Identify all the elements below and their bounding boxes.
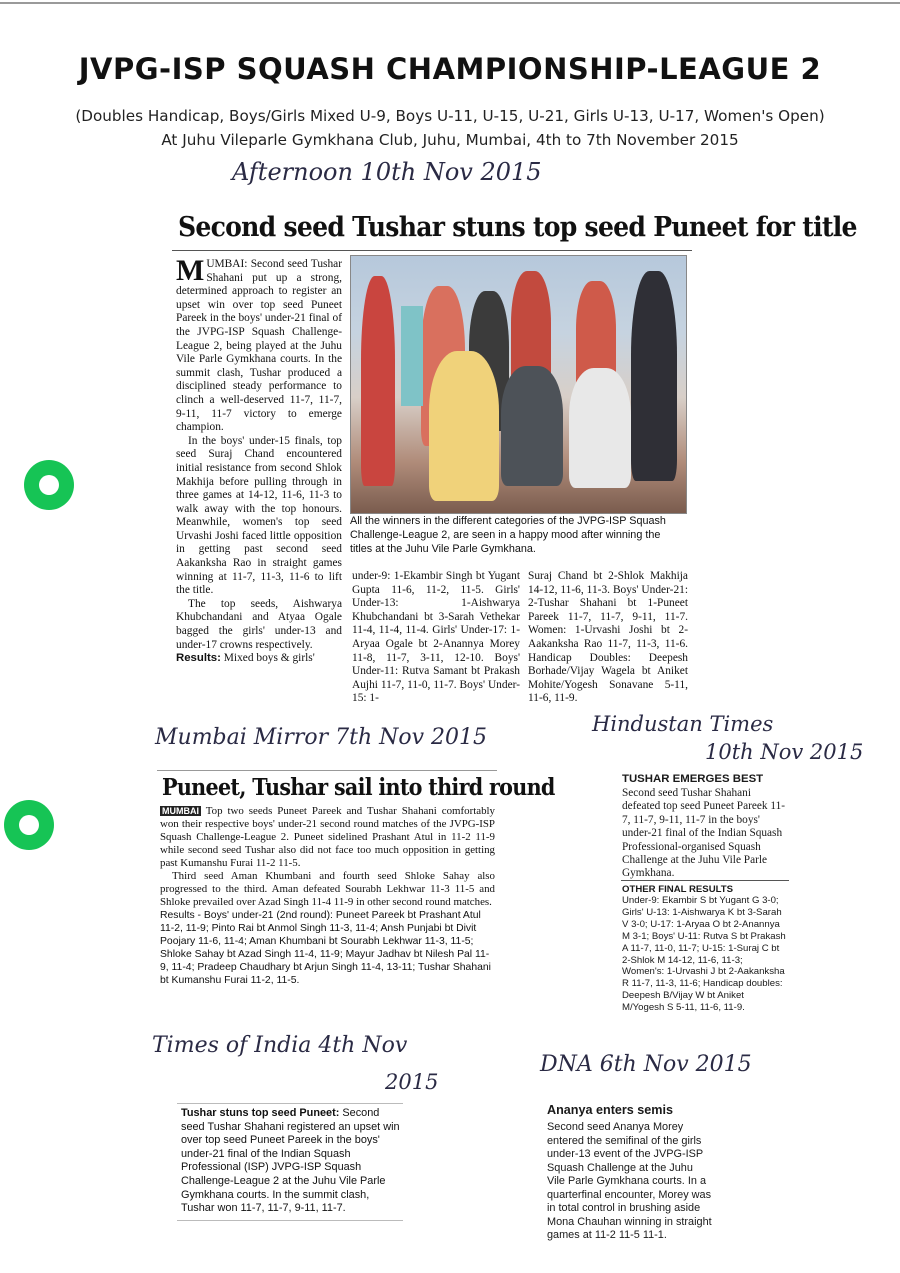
page-subtitle	[0, 104, 900, 152]
clip3-headline: TUSHAR EMERGES BEST	[622, 773, 764, 785]
clip1-results-text: Mixed boys & girls'	[220, 652, 315, 665]
photo-figure	[361, 276, 395, 486]
clip5-headline: Ananya enters semis	[547, 1103, 673, 1117]
handwritten-times-of-india-year: 2015	[385, 1070, 439, 1094]
clip1-column-2: under-9: 1-Ekambir Singh bt Yugant Gupta 11-6, 11-2, 11-5. Girls' Under-13: 1-Aishwarya Khubchandani bt 3-Sarah Vethekar 11-4, 11-4, 11-4. Girls' Under-17: 1-Aryaa Ogale bt 2-Anannya Morey 11-8, 11-7, 3-11, 12-10. Boys' Under-11: Rutva Samant bt Prakash Aujhi 11-7, 11-0, 11-7. Boys' Under-15: 1-	[352, 570, 520, 705]
handwritten-mumbai-mirror-date: Mumbai Mirror 7th Nov 2015	[155, 725, 488, 750]
clip1-results-label: Results:	[176, 652, 221, 665]
binder-hole-icon	[4, 800, 54, 850]
clip5-body: Second seed Ananya Morey entered the semifinal of the girls under-13 event of the JVPG-ISP Squash Challenge at the Juhu Vile Parle Gymkhana courts. In a quarterfinal encounter, Morey was in total control in brushing aside Mona Chauhan winning in straight games at 11-2 11-5 11-1.	[547, 1121, 712, 1241]
clip1-para-3: The top seeds, Aishwarya Khubchandani and Atyaa Ogale bagged the girls' under-13 and under-17 crowns respectively.	[176, 597, 342, 651]
handwritten-hindustan-times-date: 10th Nov 2015	[705, 740, 864, 764]
clip1-para-1-text: UMBAI: Second seed Tushar Shahani put up a strong, determined approach to register an upset win over top seed Puneet Pareek in the boys' under-21 final of the JVPG-ISP Squash Challenge-League 2, being played at the Juhu Vile Parle Gymkhana courts. In the summit clash, Tushar produced a disciplined steady performance to clinch a well-deserved 11-7, 11-7, 9-11, 11-7 victory to emerge champion.	[176, 258, 342, 434]
clip1-column-3: Suraj Chand bt 2-Shlok Makhija 14-12, 11-6, 11-3. Boys' Under-21: 2-Tushar Shahani bt 1-Puneet Pareek 11-7, 11-7, 9-11, 11-7. Women: 1-Urvashi Joshi bt 2-Aakanksha Rao 11-7, 11-3, 11-6. Handicap Doubles: Deepesh Borhade/Vijay Wagela bt Aniket Mohite/Yogesh Sonavane 5-11, 11-6, 11-9.	[528, 570, 688, 705]
handwritten-dna-date: DNA 6th Nov 2015	[540, 1052, 752, 1077]
clip4-top-rule	[177, 1103, 403, 1104]
handwritten-times-of-india: Times of India 4th Nov	[152, 1033, 408, 1058]
clip3-rule	[621, 880, 789, 881]
clip3-results: Under-9: Ekambir S bt Yugant G 3-0; Girls' U-13: 1-Aishwarya K bt 3-Sarah V 3-0; U-17: 1-Aryaa O bt 2-Anannya M 3-1; Boys' U-11: Rutva S bt Prakash A 11-7, 11-0, 11-7; U-15: 1-Suraj C bt 2-Shlok M 14-12, 11-6, 11-3; Women's: 1-Urvashi J bt 2-Aakanksha R 11-7, 11-3, 11-6; Handicap doubles: Deepesh B/Vijay W bt Aniket M/Yogesh S 5-11, 11-6, 11-9.	[622, 895, 786, 1014]
clip1-photo-caption: All the winners in the different categories of the JVPG-ISP Squash Challenge-League 2, are seen in a happy mood after winning the titles at the Juhu Vile Parle Gymkhana.	[350, 515, 666, 555]
clip4-text: Second seed Tushar Shahani registered an upset win over top seed Puneet Pareek in the boys' under-21 final of the Indian Squash Professional (ISP) JVPG-ISP Squash Challenge-League 2 at the Juhu Vile Parle Gymkhana courts. In the summit clash, Tushar won 11-7, 11-7, 9-11, 11-7.	[181, 1107, 400, 1215]
clip1-rule	[172, 250, 692, 251]
photo-figure	[631, 271, 677, 481]
clip2-para-2: Third seed Aman Khumbani and fourth seed Shloke Sahay also progressed to the third. Aman defeated Sourabh Lekhwar 11-3 11-5 and Shloke prevailed over Azad Singh 11-4 11-9 in other second round matches.	[160, 870, 495, 908]
clip1-dropcap: M	[176, 254, 205, 287]
clip2-body	[160, 805, 495, 988]
clip2-para-1	[160, 805, 495, 870]
clip3-results-heading: OTHER FINAL RESULTS	[622, 884, 734, 895]
clip3-body: Second seed Tushar Shahani defeated top seed Puneet Pareek 11-7, 11-7, 9-11, 11-7 in the boys' under-21 final of the Indian Squash Professional-organised Squash Challenge at the Juhu Vile Parle Gymkhana.	[622, 787, 786, 880]
handwritten-afternoon-date: Afternoon 10th Nov 2015	[232, 158, 542, 186]
clip1-headline: Second seed Tushar stuns top seed Puneet for title	[178, 212, 857, 243]
clip2-dateline-tag: MUMBAI	[162, 806, 199, 816]
subtitle-line-2: At Juhu Vileparle Gymkhana Club, Juhu, Mumbai, 4th to 7th November 2015	[161, 131, 739, 149]
photo-figure	[501, 366, 563, 486]
trophy-banner	[401, 306, 423, 406]
photo-figure	[569, 368, 631, 488]
page-title: JVPG-ISP SQUASH CHAMPIONSHIP-LEAGUE 2	[78, 52, 822, 86]
clip4-bottom-rule	[177, 1220, 403, 1221]
clip4-body	[181, 1107, 401, 1216]
clip2-para-1-text: Top two seeds Puneet Pareek and Tushar Shahani comfortably won their respective boys' under-21 second round matches of the JVPG-ISP Squash Challenge-League 2. Puneet sidelined Prashant Atul in 11-2 11-9 while second seed Tushar also did not face too much opposition in getting past Kumanshu Furai 11-2 11-5.	[160, 805, 495, 869]
clip1-para-2: In the boys' under-15 finals, top seed Suraj Chand encountered initial resistance from second Shlok Makhija before pulling through in three games at 14-12, 11-6, 11-3 to walk away with the top honours. Meanwhile, women's top seed Urvashi Joshi faced little opposition in getting past second seed Aakanksha Rao in straight games winning at 11-7, 11-3, 11-6 to lift the title.	[176, 434, 342, 597]
photo-figure	[429, 351, 499, 501]
clip4-headline: Tushar stuns top seed Puneet:	[181, 1107, 340, 1119]
clip2-results: Results - Boys' under-21 (2nd round): Puneet Pareek bt Prashant Atul 11-2, 11-9; Pinto Rai bt Anmol Singh 11-3, 11-4; Ansh Punjabi bt Divit Poojary 11-6, 11-4; Aman Khumbani bt Sourabh Lekhwar 11-3, 11-5; Shloke Sahay bt Azad Singh 11-4, 11-9; Mayur Jadhav bt Nilesh Pal 11-9, 11-4; Pradeep Chaudhary bt Arjun Singh 11-4, 13-11; Tushar Shahani bt Kumanshu Furai 11-2, 11-5.	[160, 910, 491, 987]
subtitle-line-1: (Doubles Handicap, Boys/Girls Mixed U-9, Boys U-11, U-15, U-21, Girls U-13, U-17, Women's Open)	[75, 107, 825, 125]
clip1-results-start	[176, 652, 342, 666]
clip1-column-1	[176, 254, 342, 666]
clip1-para-1	[176, 254, 342, 435]
winners-group-photo	[350, 255, 687, 514]
handwritten-hindustan-times: Hindustan Times	[592, 712, 774, 736]
page-top-border	[0, 2, 900, 4]
clip2-headline: Puneet, Tushar sail into third round	[162, 774, 555, 801]
binder-hole-icon	[24, 460, 74, 510]
clip2-top-rule	[157, 770, 497, 771]
